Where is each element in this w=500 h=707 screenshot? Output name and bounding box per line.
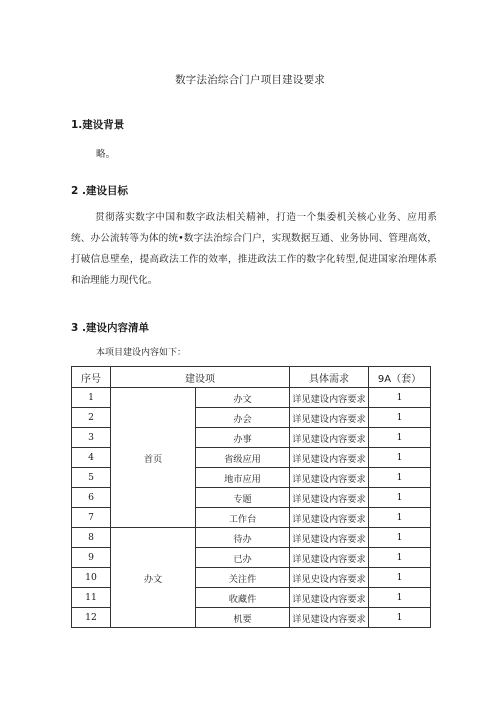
row-no-cell: 8 <box>72 528 111 548</box>
document-title: 数字法治综合门户项目建设要求 <box>175 74 325 86</box>
row-no-cell: 7 <box>72 508 111 528</box>
row-no-cell: 3 <box>72 428 111 448</box>
requirement-cell: 详见史设内容要求 <box>290 568 369 588</box>
group-cell: 办文 <box>111 528 196 628</box>
item-cell: 专题 <box>196 488 290 508</box>
background-text: 略。 <box>96 149 116 160</box>
quantity-cell: 1 <box>369 428 431 448</box>
item-cell: 省级应用 <box>196 448 290 468</box>
requirement-cell: 详见建设内容要求 <box>290 448 369 468</box>
item-cell: 办会 <box>196 408 290 428</box>
table-header-row <box>72 367 431 388</box>
quantity-cell: 1 <box>369 588 431 608</box>
row-no-cell: 9 <box>72 548 111 568</box>
header-requirement: 具体需求 <box>290 367 369 388</box>
item-cell: 办文 <box>196 388 290 408</box>
requirement-cell: 详见建设内容要求 <box>290 388 369 408</box>
table-body <box>72 388 431 628</box>
quantity-cell: 1 <box>369 448 431 468</box>
quantity-cell: 1 <box>369 568 431 588</box>
quantity-cell: 1 <box>369 548 431 568</box>
requirement-cell: 详见建设内容要求 <box>290 488 369 508</box>
item-cell: 地市应用 <box>196 468 290 488</box>
quantity-cell: 1 <box>369 488 431 508</box>
row-no-cell: 5 <box>72 468 111 488</box>
section-heading-goal: 2 .建设目标 <box>71 185 128 197</box>
requirement-cell: 详见建设内容要求 <box>290 528 369 548</box>
requirement-cell: 详见建设内容要求 <box>290 588 369 608</box>
content-table <box>71 366 431 628</box>
quantity-cell: 1 <box>369 528 431 548</box>
row-no-cell: 6 <box>72 488 111 508</box>
item-cell: 工作台 <box>196 508 290 528</box>
item-cell: 已办 <box>196 548 290 568</box>
section-heading-background: 1.建设背景 <box>71 119 125 131</box>
requirement-cell: 详见建设内容要求 <box>290 548 369 568</box>
quantity-cell: 1 <box>369 468 431 488</box>
quantity-cell: 1 <box>369 608 431 628</box>
requirement-cell: 详见建设内容要求 <box>290 408 369 428</box>
item-cell: 收藏件 <box>196 588 290 608</box>
item-cell: 待办 <box>196 528 290 548</box>
group-cell: 首页 <box>111 388 196 528</box>
item-cell: 办事 <box>196 428 290 448</box>
header-item: 建设项 <box>111 367 290 388</box>
requirement-cell: 详见建设内容要求 <box>290 428 369 448</box>
item-cell: 关注件 <box>196 568 290 588</box>
row-no-cell: 1 <box>72 388 111 408</box>
item-cell: 机要 <box>196 608 290 628</box>
quantity-cell: 1 <box>369 408 431 428</box>
row-no-cell: 4 <box>72 448 111 468</box>
quantity-cell: 1 <box>369 388 431 408</box>
requirement-cell: 详见建设内容要求 <box>290 608 369 628</box>
quantity-cell: 1 <box>369 508 431 528</box>
goal-paragraph: 贯彻落实数字中国和数字政法相关精神，打造一个集委机关核心业务、应用系统、办公流转等为体的统•数字法治综合门户，实现数据互通、业务协同、管理高效，打破信息壁垒，提高政法工作的效率，推进政法工作的数字化转型,促进国家治理体系和治理能力现代化。 <box>71 212 437 286</box>
content-list-intro: 本项目建设内容如下： <box>96 348 187 358</box>
requirement-cell: 详见建设内容要求 <box>290 468 369 488</box>
row-no-cell: 11 <box>72 588 111 608</box>
table-row <box>72 388 431 408</box>
row-no-cell: 10 <box>72 568 111 588</box>
table-row <box>72 528 431 548</box>
requirement-cell: 详见建设内容要求 <box>290 508 369 528</box>
section-heading-content-list: 3 .建设内容清单 <box>71 322 149 334</box>
header-no: 序号 <box>72 367 111 388</box>
row-no-cell: 2 <box>72 408 111 428</box>
header-quantity: 9A（套） <box>369 367 431 388</box>
row-no-cell: 12 <box>72 608 111 628</box>
